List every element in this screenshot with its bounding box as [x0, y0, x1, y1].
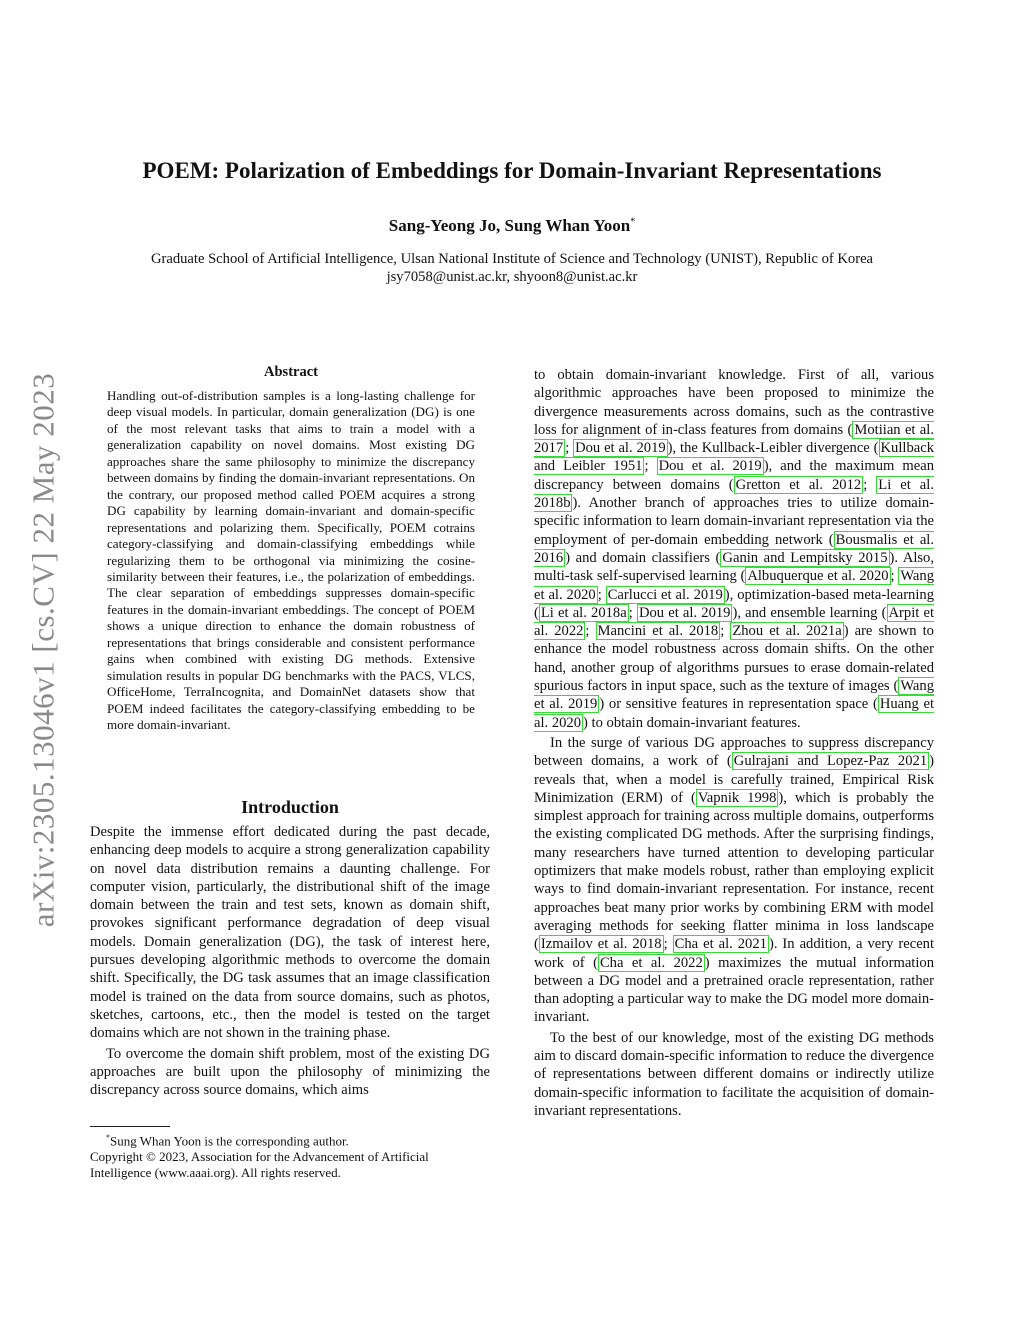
citation-link[interactable]: Arpit et al. 2022	[534, 604, 934, 640]
text-run: ;	[597, 586, 606, 603]
footnote-divider	[90, 1126, 170, 1127]
author-footnote-mark: *	[630, 216, 636, 228]
copyright-notice: Copyright © 2023, Association for the Advancement of Artificial Intelligence (www.aaai.org). All rights reserved.	[90, 1149, 429, 1181]
citation-link[interactable]: Huang et al. 2020	[534, 696, 934, 731]
right-paragraph-3: To the best of our knowledge, most of the existing DG methods aim to discard domain-specific information to reduce the divergence of representations between different domains or indirectly utilize domain-specific information to facilitate the acquisition of domain-invariant representations.	[534, 1029, 934, 1119]
text-run: ;	[863, 476, 877, 493]
right-paragraph-1	[534, 366, 934, 732]
citation-link[interactable]: Gulrajani and Lopez-Paz 2021	[733, 753, 928, 770]
intro-paragraph-1: Despite the immense effort dedicated during the past decade, enhancing deep models to acquire a strong generalization capability on novel data distribution remains a daunting challenge. For computer vision, particularly, the distributional shift of the image domain between the train and test sets, known as domain shift, provokes significant performance degradation of deep visual models. Domain generalization (DG), the task of interest here, pursues developing algorithmic methods to overcome the domain shift. Specifically, the DG task assumes that an image classification model is trained on the data from source domains, such as photos, sketches, cartoons, etc., then the model is tested on the target domains which are not shown in the training phase.	[90, 824, 490, 1042]
citation-link[interactable]: Bousmalis et al. 2016	[534, 531, 935, 566]
corresponding-author-text: Sung Whan Yoon is the corresponding author.	[110, 1133, 349, 1149]
text-run: ;	[585, 623, 596, 640]
text-run: ). Also, multi-task self-supervised learning (	[534, 549, 934, 585]
citation-link[interactable]: Ganin and Lempitsky 2015	[722, 549, 888, 566]
footnote-mark: *	[106, 1133, 110, 1142]
text-run: ), and the maximum mean discrepancy between domains (	[534, 458, 934, 493]
citation-link[interactable]: Albuquerque et al. 2020	[747, 568, 889, 585]
citation-link[interactable]: Kullback and Leibler 1951	[534, 440, 934, 475]
paper-title: POEM: Polarization of Embeddings for Domain-Invariant Representations	[142, 158, 882, 183]
citation-link[interactable]: Vapnik 1998	[697, 789, 777, 806]
text-run: ), the Kullback-Leibler divergence (	[667, 440, 879, 457]
arxiv-identifier-text: arXiv:2305.13046v1 [cs.CV] 22 May 2023	[25, 372, 60, 928]
text-run: ), which is probably the simplest approach for training across multiple domains, outperforms the existing complicated DG methods. After the surprising findings, many researchers have turned attention to developing particular optimizers that make models robust, rather than employing explicit ways to find domain-invariant representation. For instance, recent approaches beat many prior works by combining ERM with model averaging methods for seeking flatter minima in loss landscape (	[534, 789, 934, 953]
citation-link[interactable]: Mancini et al. 2018	[597, 623, 719, 640]
right-paragraph-2	[534, 734, 934, 1027]
citation-link[interactable]: Cha et al. 2021	[674, 936, 767, 953]
text-run: ;	[663, 936, 673, 953]
text-run: ). In addition, a very recent work of (	[534, 936, 935, 971]
citation-link[interactable]: Cha et al. 2022	[599, 954, 703, 971]
author-line	[0, 216, 1024, 236]
corresponding-author-footnote	[90, 1130, 490, 1149]
citation-link[interactable]: Izmailov et al. 2018	[540, 936, 662, 953]
introduction-body	[90, 823, 490, 1099]
citation-link[interactable]: Dou et al. 2019	[638, 604, 731, 621]
abstract-text: Handling out-of-distribution samples is a long-lasting challenge for deep visual models. In particular, domain generalization (DG) is one of the most relevant tasks that aims to train a model with a generalization capability on novel domains. Most existing DG approaches share the same philosophy to minimize the discrepancy between domains by finding the domain-invariant representations. On the contrary, our proposed method called POEM acquires a strong DG capability by learning domain-invariant and domain-specific representations and polarizing them. Specifically, POEM cotrains category-classifying and domain-classifying embeddings while regularizing them to be orthogonal via minimizing the cosine-similarity between their features, i.e., the polarization of embeddings. The clear separation of embeddings suppresses domain-specific features in the domain-invariant embeddings. The concept of POEM shows a unique direction to enhance the domain robustness of representations that brings considerable and consistent performance gains when combined with existing DG methods. Extensive simulation results in popular DG benchmarks with the PACS, VLCS, OfficeHome, TerraIncognita, and DomainNet datasets show that POEM indeed facilitates the category-classifying embedding to be more domain-invariant.	[107, 388, 475, 733]
text-run: ) and domain classifiers (	[565, 549, 721, 566]
text-run: ) maximizes the mutual information between a DG model and a pretrained oracle representation, rather than adopting a particular way to make the DG model more domain-invariant.	[534, 954, 935, 1026]
text-run: ;	[890, 568, 899, 585]
text-run: ;	[565, 440, 574, 457]
text-run: ) to obtain domain-invariant features.	[583, 714, 801, 731]
abstract-heading: Abstract	[264, 364, 318, 380]
right-column-body	[534, 366, 934, 1120]
citation-link[interactable]: Motiian et al. 2017	[534, 421, 934, 457]
text-run: ), and ensemble learning (	[732, 604, 887, 621]
citation-link[interactable]: Wang et al. 2019	[534, 678, 934, 713]
intro-paragraph-2: To overcome the domain shift problem, most of the existing DG approaches are built upon the philosophy of minimizing the discrepancy across source domains, which aims	[90, 1045, 490, 1099]
citation-link[interactable]: Li et al. 2018b	[534, 476, 934, 512]
citation-link[interactable]: Dou et al. 2019	[575, 440, 666, 457]
citation-link[interactable]: Carlucci et al. 2019	[607, 586, 723, 603]
citation-link[interactable]: Zhou et al. 2021a	[732, 623, 842, 640]
author-names: Sang-Yeong Jo, Sung Whan Yoon	[388, 216, 631, 235]
text-run: ), optimization-based meta-learning (	[534, 586, 935, 621]
text-run: to obtain domain-invariant knowledge. First of all, various algorithmic approaches have been proposed to minimize the divergence measurements across domains, such as the contrastive loss for alignment of in-class features from domains (	[534, 367, 934, 438]
text-run: ) are shown to enhance the model robustness across domain shifts. On the other hand, another group of algorithms pursues to erase domain-related spurious factors in input space, such as the texture of images (	[534, 623, 934, 695]
author-emails: jsy7058@unist.ac.kr, shyoon8@unist.ac.kr	[386, 269, 638, 285]
footnote-block	[90, 1130, 490, 1181]
citation-link[interactable]: Wang et al. 2020	[534, 568, 934, 603]
text-run: In the surge of various DG approaches to suppress discrepancy between domains, a work of (	[534, 734, 934, 770]
citation-link[interactable]: Li et al. 2018a	[540, 604, 627, 621]
arxiv-identifier-stamp	[18, 350, 68, 950]
text-run: ). Another branch of approaches tries to utilize domain-specific information to learn domain-invariant representation via the employment of per-domain embedding network (	[534, 495, 934, 548]
affiliation-text: Graduate School of Artificial Intelligence, Ulsan National Institute of Science and Technology (UNIST), Republic of Korea	[150, 251, 874, 267]
text-run: ;	[720, 623, 731, 640]
citation-link[interactable]: Dou et al. 2019	[658, 458, 762, 475]
text-run: ;	[628, 604, 637, 621]
text-run: ) or sensitive features in representation space (	[599, 696, 878, 713]
introduction-heading: Introduction	[241, 797, 339, 817]
text-run: ) reveals that, when a model is carefully trained, Empirical Risk Minimization (ERM) of (	[534, 753, 934, 806]
text-run: ;	[644, 458, 657, 475]
affiliation-block	[0, 250, 1024, 286]
citation-link[interactable]: Gretton et al. 2012	[735, 476, 862, 493]
